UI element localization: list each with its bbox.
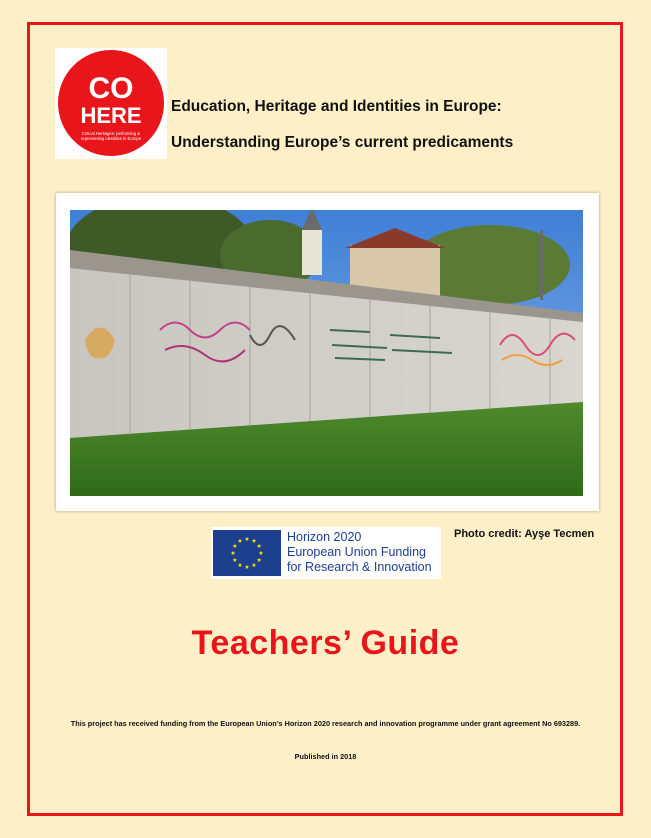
eu-badge-line2: European Union Funding xyxy=(287,545,426,559)
logo-mark-letters: CO xyxy=(88,72,134,105)
eu-flag-icon xyxy=(213,530,281,576)
logo-tagline-line2: representing identities in Europe xyxy=(80,136,142,141)
published-date: Published in 2018 xyxy=(294,752,357,761)
cover-photo-frame xyxy=(56,193,599,511)
cohere-logo xyxy=(55,48,167,159)
eu-badge-line1: Horizon 2020 xyxy=(287,530,362,544)
document-type-heading: Teachers’ Guide xyxy=(191,624,460,662)
funding-statement: This project has received funding from the European Union’s Horizon 2020 research and innovation programme under grant agreement No 693289. xyxy=(70,719,581,728)
berlin-wall-photo xyxy=(70,210,583,496)
eu-badge-line3: for Research & Innovation xyxy=(287,560,432,574)
photo-credit: Photo credit: Ayşe Tecmen xyxy=(454,528,595,540)
eu-funding-badge xyxy=(211,527,441,579)
document-title-line2: Understanding Europe’s current predicaments xyxy=(171,134,514,151)
logo-tagline-line1: Critical Heritages: performing & xyxy=(81,131,141,136)
logo-mark-word: HERE xyxy=(80,103,142,128)
document-title-line1: Education, Heritage and Identities in Europe: xyxy=(171,98,502,115)
